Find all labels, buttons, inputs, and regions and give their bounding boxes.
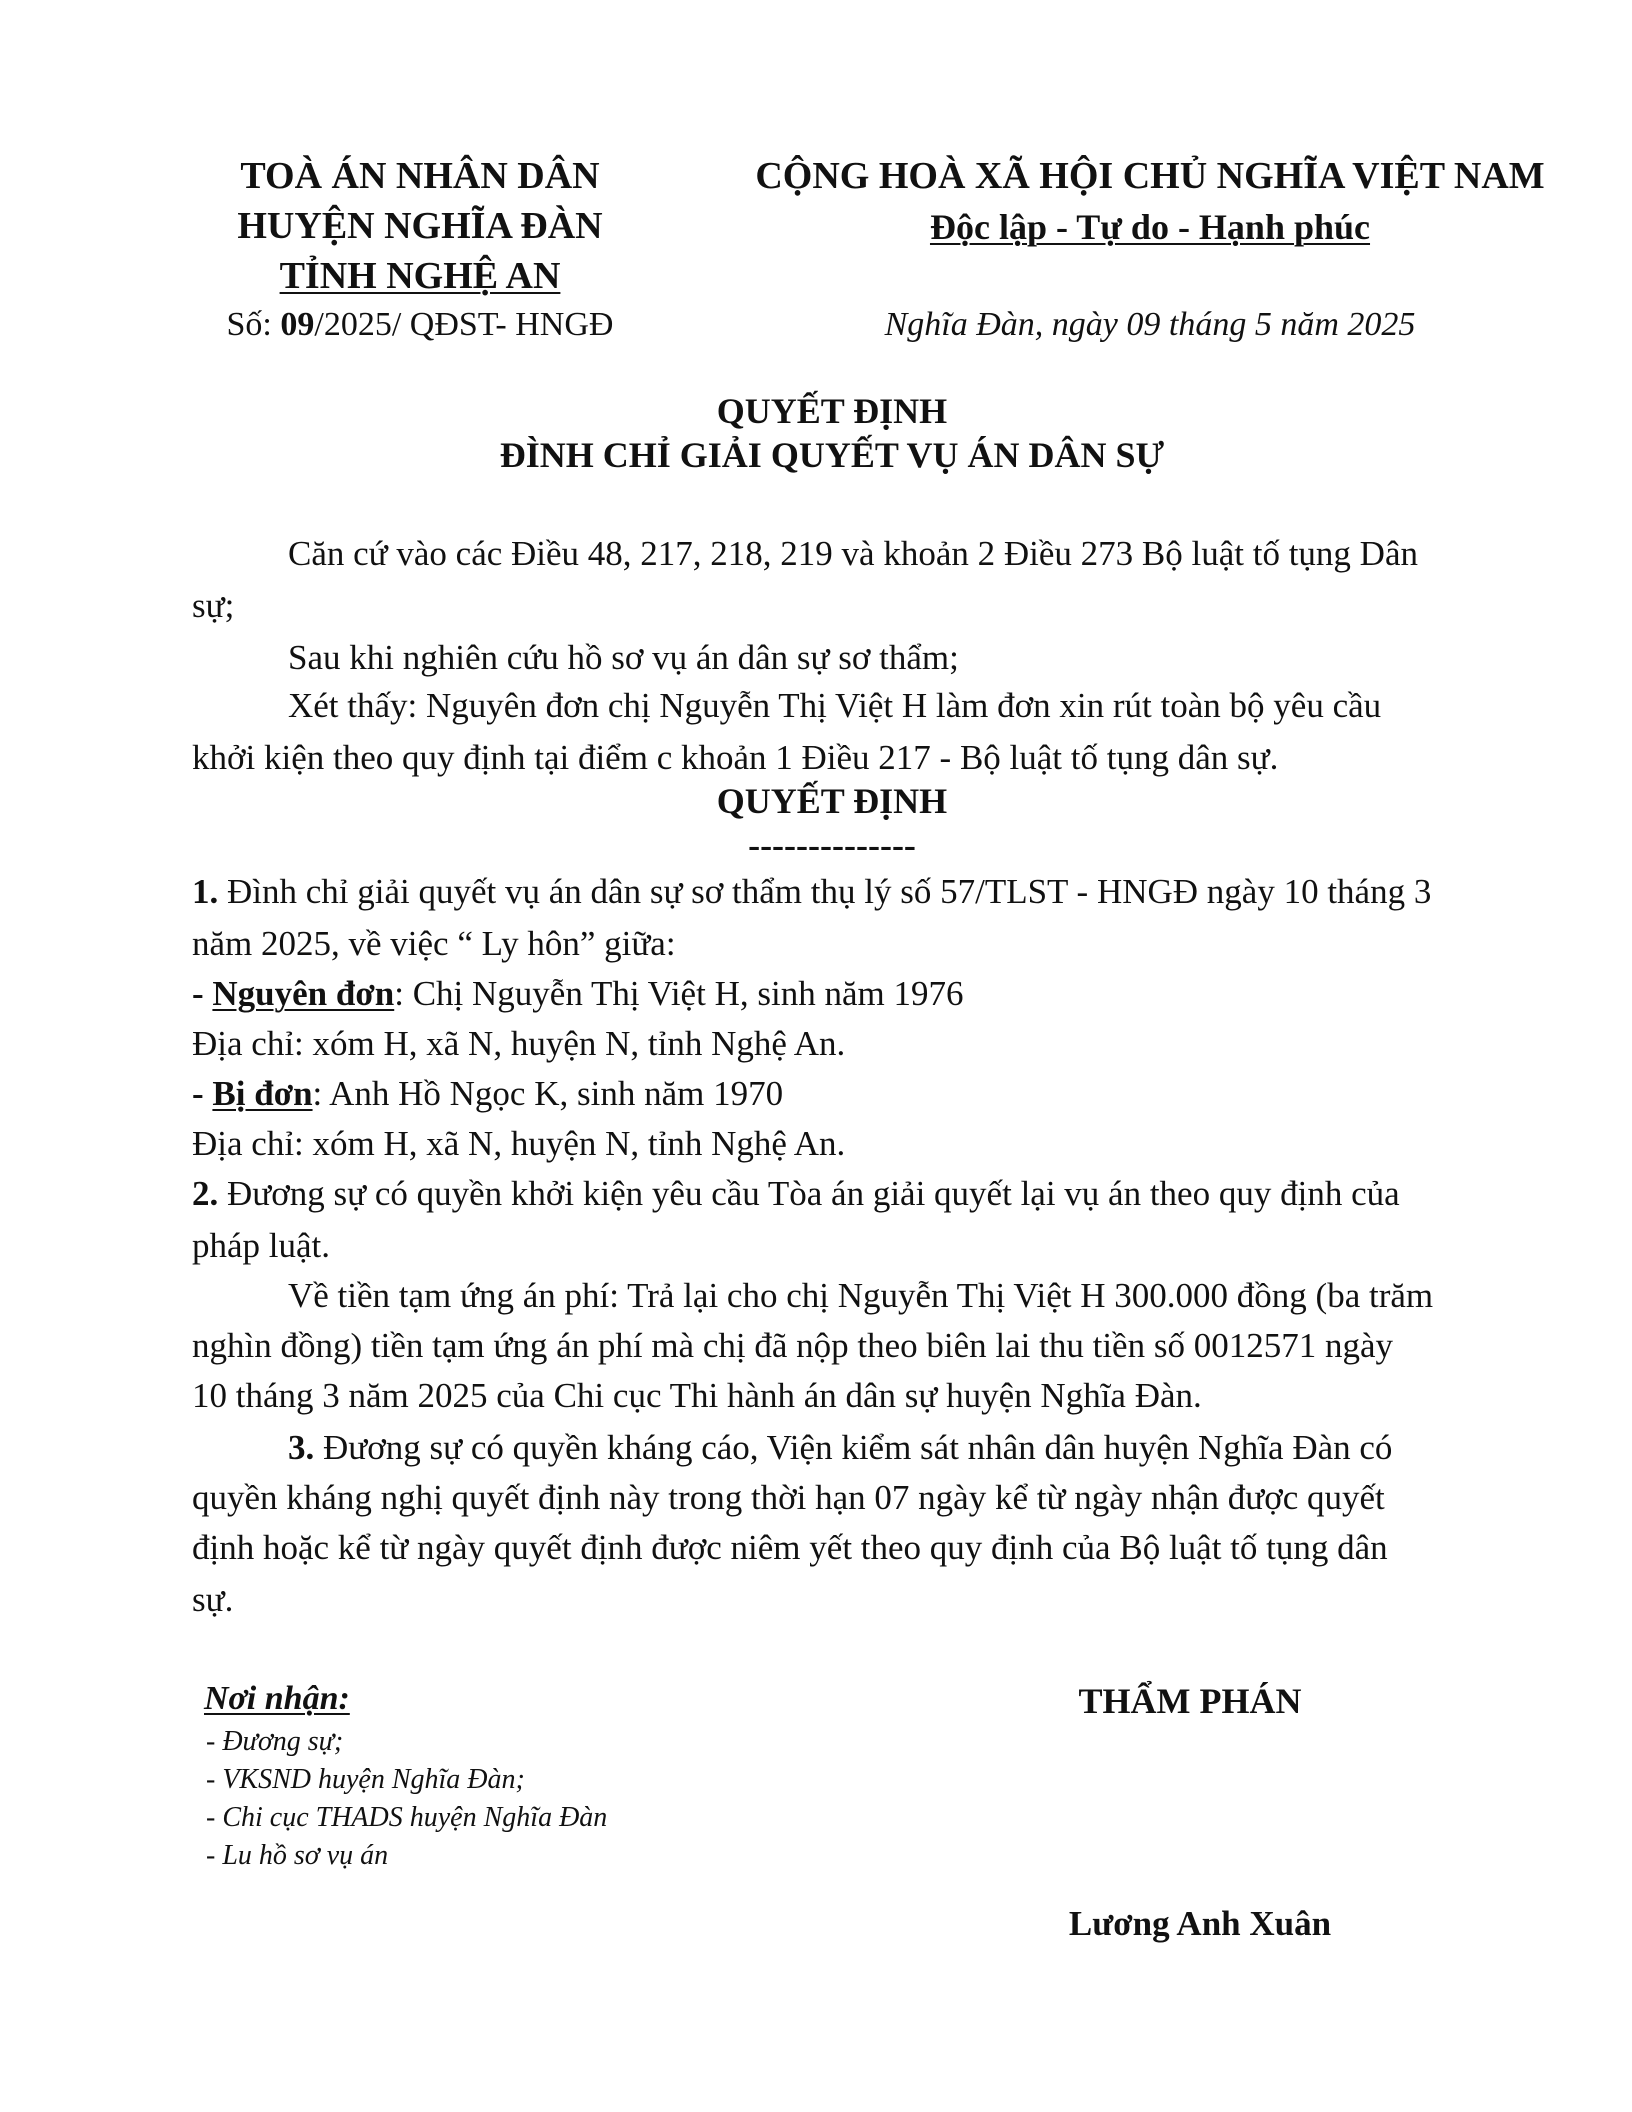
item3-line1	[288, 1422, 1392, 1474]
defendant-address: Địa chỉ: xóm H, xã N, huyện N, tỉnh Nghệ An.	[192, 1124, 846, 1163]
preamble-consideration-line1: Xét thấy: Nguyên đơn chị Nguyễn Thị Việt H làm đơn xin rút toàn bộ yêu cầu	[288, 686, 1382, 725]
item1-line1	[192, 866, 1431, 918]
item3-line2: quyền kháng nghị quyết định này trong thời hạn 07 ngày kể từ ngày nhận được quyết	[192, 1478, 1385, 1517]
recipients-label: Nơi nhận:	[204, 1680, 350, 1717]
document-number	[140, 306, 700, 344]
plaintiff-text: : Chị Nguyễn Thị Việt H, sinh năm 1976	[394, 974, 964, 1013]
plaintiff-address: Địa chỉ: xóm H, xã N, huyện N, tỉnh Nghệ An.	[192, 1024, 846, 1063]
document-title: QUYẾT ĐỊNH	[716, 391, 948, 431]
recipient-item: - VKSND huyện Nghĩa Đàn;	[206, 1764, 525, 1795]
preamble-study: Sau khi nghiên cứu hồ sơ vụ án dân sự sơ thẩm;	[288, 638, 959, 677]
item2-number: 2.	[192, 1174, 219, 1213]
plaintiff-label: Nguyên đơn	[212, 974, 395, 1013]
signature-name: Lương Anh Xuân	[1068, 1904, 1332, 1943]
document-number-suffix: /2025/ QĐST- HNGĐ	[314, 306, 614, 343]
defendant-text: : Anh Hồ Ngọc K, sinh năm 1970	[312, 1074, 784, 1113]
fee-line2: nghìn đồng) tiền tạm ứng án phí mà chị đã nộp theo biên lai thu tiền số 0012571 ngày	[192, 1326, 1393, 1365]
fee-line1: Về tiền tạm ứng án phí: Trả lại cho chị Nguyễn Thị Việt H 300.000 đồng (ba trăm	[288, 1276, 1434, 1315]
national-motto	[700, 206, 1600, 248]
defendant-label: Bị đơn	[212, 1074, 313, 1113]
national-motto-text: Độc lập - Tự do - Hạnh phúc	[929, 207, 1371, 247]
item3-line3: định hoặc kể từ ngày quyết định được niêm yết theo quy định của Bộ luật tố tụng dân	[192, 1528, 1388, 1567]
court-name-line3	[140, 254, 700, 298]
court-name-line1: TOÀ ÁN NHÂN DÂN	[240, 155, 600, 197]
court-province: TỈNH NGHỆ AN	[279, 255, 561, 297]
document-number-bold: 09	[280, 306, 315, 343]
defendant-dash: -	[192, 1074, 213, 1113]
recipient-item: - Chi cục THADS huyện Nghĩa Đàn	[206, 1802, 608, 1833]
item3-line4: sự.	[192, 1580, 234, 1619]
recipient-item: - Đương sự;	[206, 1726, 344, 1757]
preamble-legal-basis-line1: Căn cứ vào các Điều 48, 217, 218, 219 và khoản 2 Điều 273 Bộ luật tố tụng Dân	[288, 534, 1418, 573]
decision-heading: QUYẾT ĐỊNH	[716, 781, 948, 821]
plaintiff-dash: -	[192, 974, 213, 1013]
item3-number: 3.	[288, 1428, 315, 1467]
national-title: CỘNG HOÀ XÃ HỘI CHỦ NGHĨA VIỆT NAM	[755, 155, 1545, 197]
item1-number: 1.	[192, 872, 219, 911]
signature-title: THẨM PHÁN	[1078, 1681, 1302, 1721]
item2-line2: pháp luật.	[192, 1226, 331, 1265]
item2-text: Đương sự có quyền khởi kiện yêu cầu Tòa án giải quyết lại vụ án theo quy định của	[218, 1174, 1400, 1213]
court-name-line2: HUYỆN NGHĨA ĐÀN	[237, 205, 603, 247]
preamble-legal-basis-line2: sự;	[192, 586, 235, 625]
preamble-consideration-line2: khởi kiện theo quy định tại điểm c khoản 1 Điều 217 - Bộ luật tố tụng dân sự.	[192, 738, 1279, 777]
document-subtitle: ĐÌNH CHỈ GIẢI QUYẾT VỤ ÁN DÂN SỰ	[499, 435, 1165, 475]
item1-line2: năm 2025, về việc “ Ly hôn” giữa:	[192, 924, 676, 963]
item1-text: Đình chỉ giải quyết vụ án dân sự sơ thẩm thụ lý số 57/TLST - HNGĐ ngày 10 tháng 3	[218, 872, 1432, 911]
recipient-item: - Lu hồ sơ vụ án	[206, 1840, 389, 1871]
decision-divider: --------------	[748, 825, 916, 865]
item3-text: Đương sự có quyền kháng cáo, Viện kiểm sát nhân dân huyện Nghĩa Đàn có	[314, 1428, 1393, 1467]
fee-line3: 10 tháng 3 năm 2025 của Chi cục Thi hành án dân sự huyện Nghĩa Đàn.	[192, 1376, 1202, 1415]
plaintiff-line	[192, 968, 963, 1020]
document-date: Nghĩa Đàn, ngày 09 tháng 5 năm 2025	[884, 306, 1416, 343]
item2-line1	[192, 1168, 1400, 1220]
defendant-line	[192, 1068, 783, 1120]
document-number-prefix: Số:	[226, 306, 281, 343]
